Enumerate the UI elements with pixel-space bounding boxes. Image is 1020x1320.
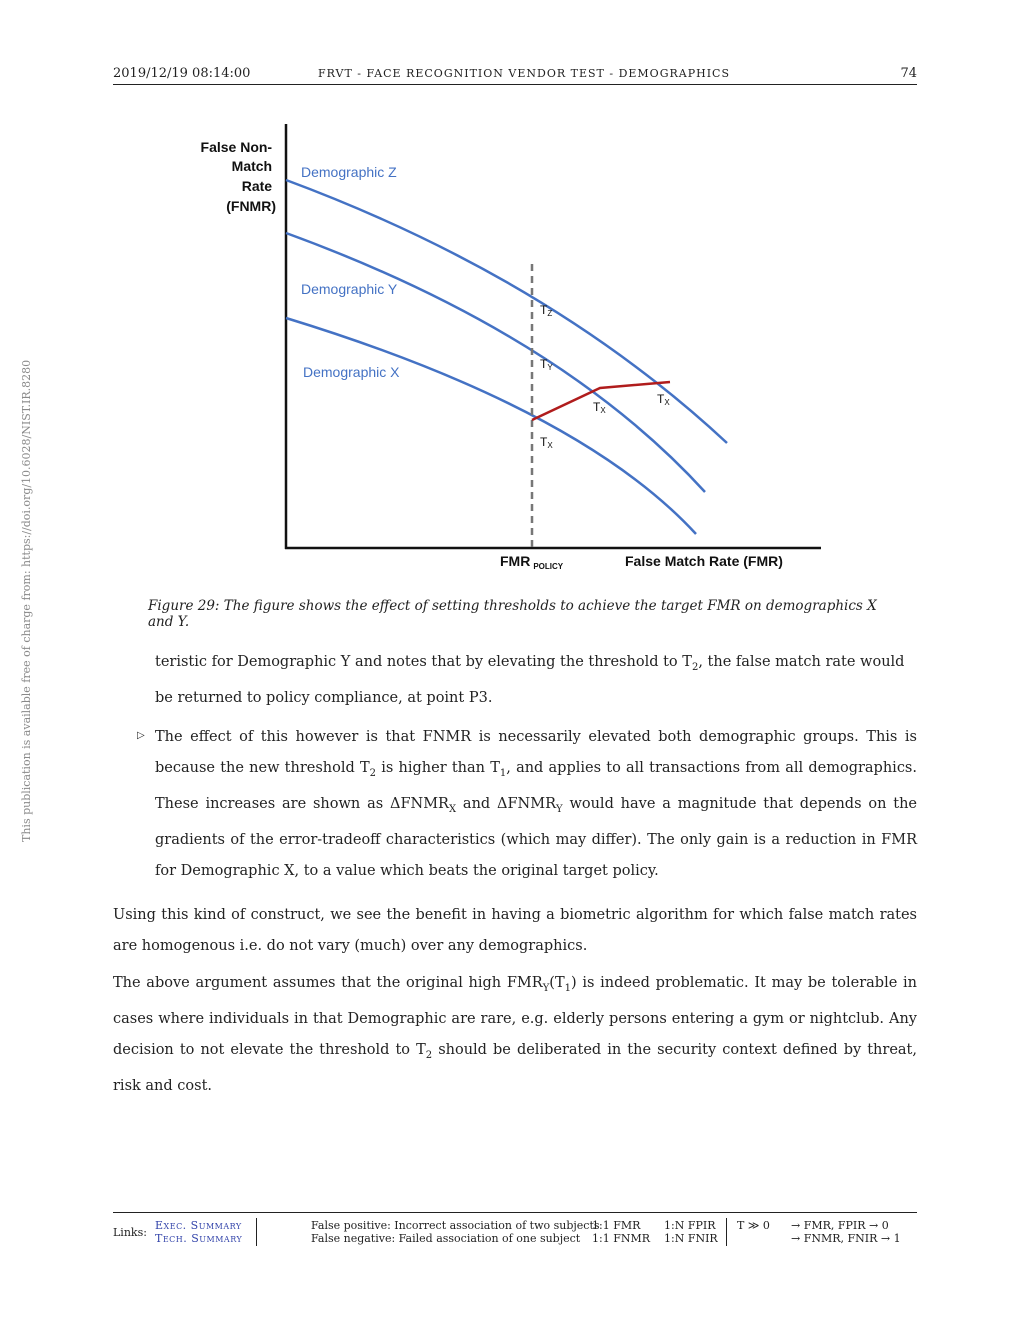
footer-divider bbox=[256, 1218, 257, 1246]
doi-sidebar-text: This publication is available free of charge from: https://doi.org/10.6028/NIST.IR.8280 bbox=[20, 359, 33, 842]
false-positive-definition: False positive: Incorrect association of two subjects bbox=[311, 1219, 600, 1232]
y-label-line-1: False Non- bbox=[200, 139, 273, 155]
bullet-paragraph: The effect of this however is that FNMR is necessarily elevated both demographic groups. This is because the new threshold $T_2$ is higher than $T_1$, and applies to all transactions from all demographics. These increases are shown as $\Delta FNMR_X$ and $\Delta FNMR_Y$ would have a magnitude that depends on the gradients of the error-tradeoff characteristics (which may differ). The only gain is a reduction in FMR for Demographic X, to a value which beats the original target policy. bbox=[155, 729, 917, 879]
links-label: Links: bbox=[113, 1226, 147, 1239]
label-demographic-z: Demographic Z bbox=[301, 164, 397, 180]
bullet-marker: ▷ bbox=[137, 730, 145, 741]
threshold-rule: T ≫ 0 bbox=[737, 1219, 770, 1232]
fnmr-limit: → FNMR, FNIR → 1 bbox=[791, 1232, 901, 1245]
label-demographic-x: Demographic X bbox=[303, 364, 400, 380]
fmr-limit: → FMR, FPIR → 0 bbox=[791, 1219, 889, 1232]
paragraph-argument: The above argument assumes that the original high $FMR_Y(T_1)$ is indeed problematic. It may be tolerable in cases where individuals in that Demographic are rare, e.g. elderly persons entering a gym or nightclub. Any decision to not elevate the threshold to $T_2$ should be deliberated in the security context defined by threat, risk and cost. bbox=[113, 975, 917, 1094]
paragraph-homogenous: Using this kind of construct, we see the benefit in having a biometric algorithm for which false match rates are homogenous i.e. do not vary (much) over any demographics. bbox=[113, 907, 917, 954]
y-label-line-2: Match bbox=[231, 158, 273, 174]
label-tx-mid: TX bbox=[593, 400, 606, 415]
header-timestamp: 2019/12/19 08:14:00 bbox=[113, 66, 251, 81]
exec-summary-link[interactable]: Exec. Summary bbox=[155, 1219, 242, 1232]
fmr-term: 1:1 FMR bbox=[592, 1219, 641, 1232]
paragraph-continuation: teristic for Demographic Y and notes that by elevating the threshold to $T_2$, the false match rate would be returned to policy compliance, at point P3. bbox=[155, 654, 905, 706]
figure-caption: Figure 29: The figure shows the effect of setting thresholds to achieve the target FMR on demographics X and Y. bbox=[148, 598, 877, 630]
label-tz: TZ bbox=[540, 303, 553, 318]
y-axis-label bbox=[201, 139, 276, 214]
label-ty: TY bbox=[540, 357, 553, 372]
fpir-term: 1:N FPIR bbox=[664, 1219, 716, 1232]
false-negative-definition: False negative: Failed association of one subject bbox=[311, 1232, 581, 1245]
label-tx-policy: TX bbox=[540, 435, 553, 450]
page-number: 74 bbox=[900, 66, 917, 81]
header-title: FRVT - FACE RECOGNITION VENDOR TEST - DEMOGRAPHICS bbox=[318, 67, 731, 80]
fnir-term: 1:N FNIR bbox=[664, 1232, 718, 1245]
y-label-line-4: (FNMR) bbox=[226, 198, 276, 214]
footer-rule bbox=[113, 1212, 917, 1213]
footer-divider-2 bbox=[726, 1218, 727, 1246]
y-label-line-3: Rate bbox=[241, 178, 273, 194]
x-axis-label: False Match Rate (FMR) bbox=[625, 553, 783, 569]
threshold-figure bbox=[180, 118, 840, 578]
curve-demographic-y bbox=[286, 233, 705, 492]
policy-label: FMR $_{POLICY}$ bbox=[500, 553, 564, 571]
label-tx-right: TX bbox=[657, 392, 670, 407]
tech-summary-link[interactable]: Tech. Summary bbox=[155, 1232, 243, 1245]
page-header bbox=[113, 64, 917, 85]
fnmr-term: 1:1 FNMR bbox=[592, 1232, 651, 1245]
label-demographic-y: Demographic Y bbox=[301, 281, 398, 297]
